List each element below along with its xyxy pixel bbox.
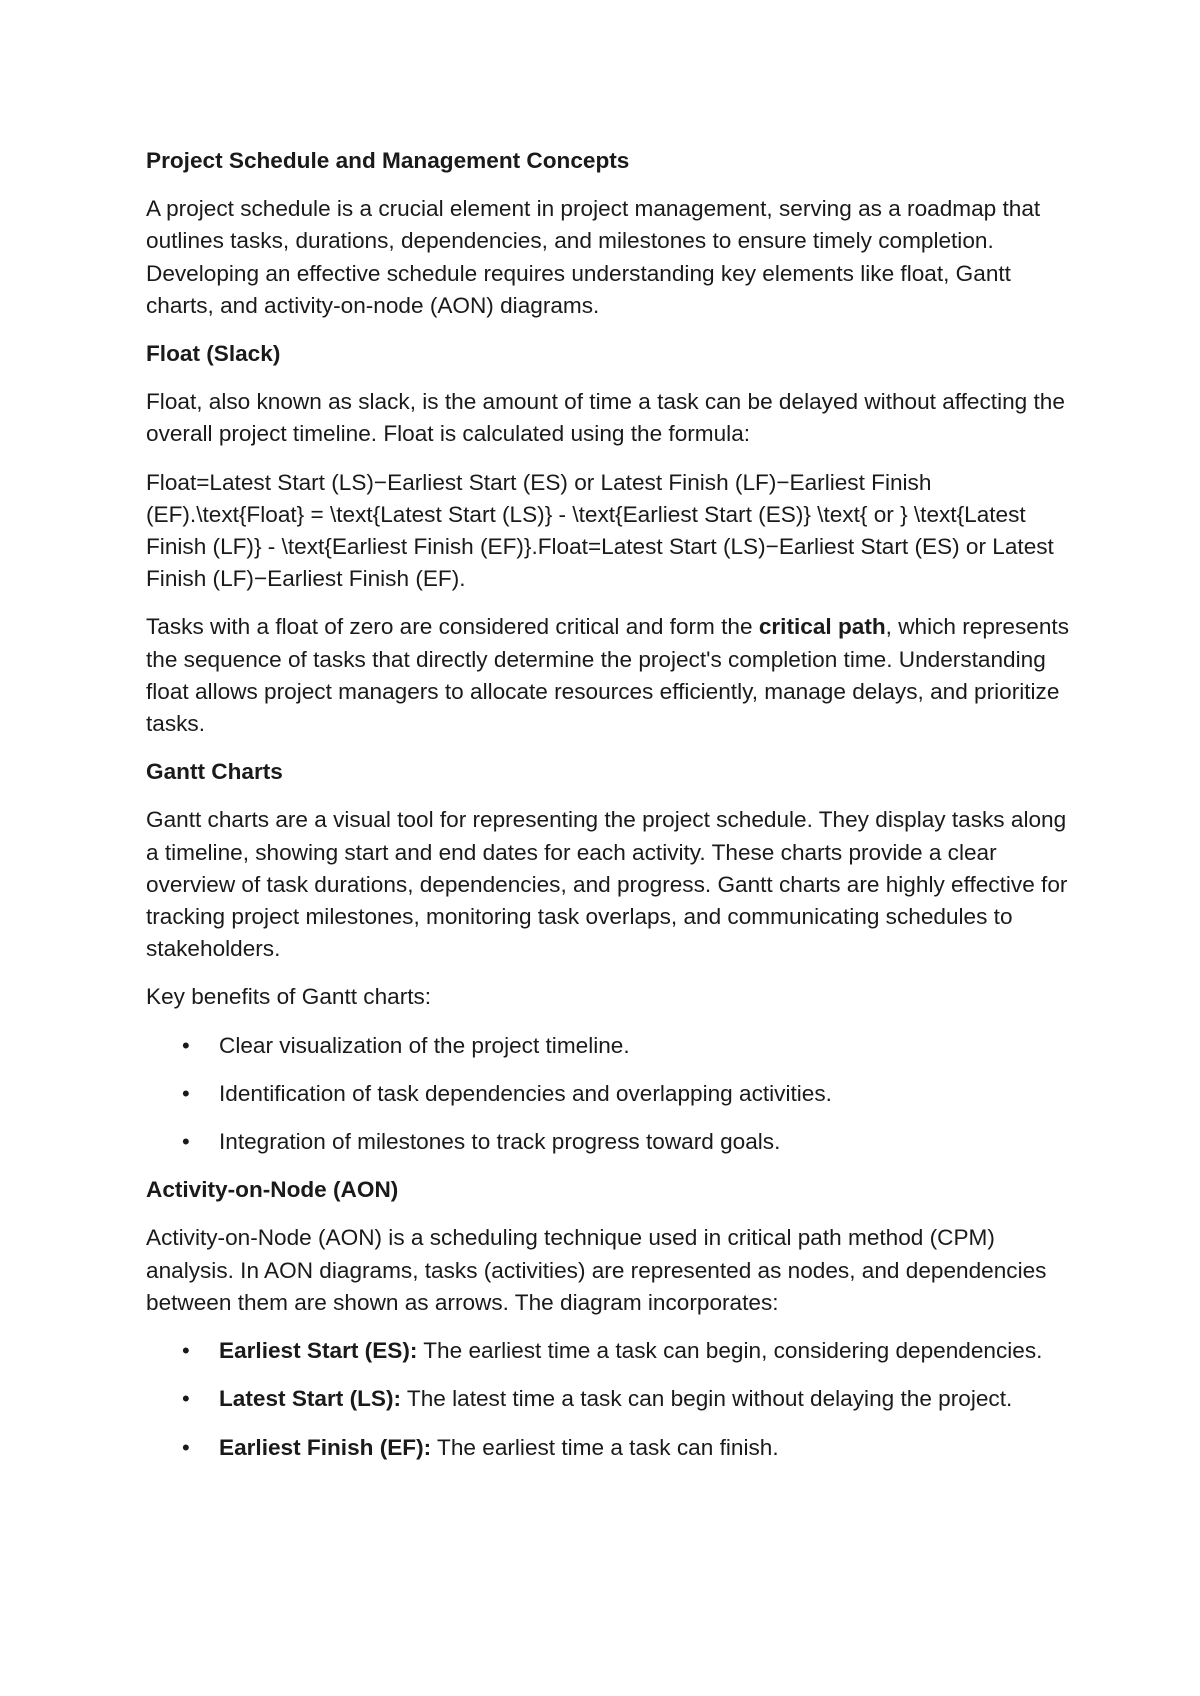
bullet-icon: •	[182, 1434, 190, 1460]
aon-items-list	[146, 1335, 1076, 1464]
list-item-term: Earliest Finish (EF):	[219, 1434, 432, 1460]
gantt-benefits-list	[146, 1030, 1076, 1159]
critical-path-term: critical path	[758, 614, 886, 640]
document-title: Project Schedule and Management Concepts	[146, 148, 630, 173]
critical-path-text-before: Tasks with a float of zero are considered critical and form the	[146, 614, 759, 640]
bullet-icon: •	[182, 1338, 190, 1364]
list-item-text: Identification of task dependencies and overlapping activities.	[219, 1080, 832, 1106]
document-page	[146, 145, 1076, 1480]
list-item-term: Latest Start (LS):	[219, 1386, 402, 1412]
critical-path-paragraph	[146, 611, 1076, 740]
list-item-text: The earliest time a task can finish.	[431, 1434, 779, 1460]
aon-paragraph: Activity-on-Node (AON) is a scheduling technique used in critical path method (CPM) analysis. In AON diagrams, tasks (activities) are represented as nodes, and dependencies between them are shown as arrows. The diagram incorporates:	[146, 1225, 1047, 1315]
list-item	[146, 1126, 1076, 1158]
bullet-icon: •	[182, 1080, 190, 1106]
list-item	[146, 1030, 1076, 1062]
list-item	[146, 1078, 1076, 1110]
bullet-icon: •	[182, 1129, 190, 1155]
bullet-icon: •	[182, 1032, 190, 1058]
list-item-text: The earliest time a task can begin, considering dependencies.	[417, 1338, 1043, 1364]
list-item	[146, 1432, 1076, 1464]
float-formula: Float=Latest Start (LS)−Earliest Start (ES) or Latest Finish (LF)−Earliest Finish (EF).\text{Float} = \text{Latest Start (LS)} - \text{Earliest Start (ES)} \text{ or } \text{Latest Finish (LF)} - \text{Earliest Finish (EF)}.Float=Latest Start (LS)−Earliest Start (ES) or Latest Finish (LF)−Earliest Finish (EF).	[146, 469, 1054, 592]
gantt-paragraph: Gantt charts are a visual tool for representing the project schedule. They display tasks along a timeline, showing start and end dates for each activity. These charts provide a clear overview of task durations, dependencies, and progress. Gantt charts are highly effective for tracking project milestones, monitoring task overlaps, and communicating schedules to stakeholders.	[146, 807, 1068, 962]
critical-path-text-after: , which represents the sequence of tasks that directly determine the project's completion time. Understanding float allows project managers to allocate resources efficiently, manage delays, and prioritize tasks.	[146, 614, 1069, 737]
list-item-text: Integration of milestones to track progress toward goals.	[219, 1129, 781, 1155]
list-item-text: The latest time a task can begin without delaying the project.	[401, 1386, 1013, 1412]
list-item-text: Clear visualization of the project timeline.	[219, 1032, 630, 1058]
aon-heading: Activity-on-Node (AON)	[146, 1177, 399, 1203]
float-paragraph: Float, also known as slack, is the amount of time a task can be delayed without affecting the overall project timeline. Float is calculated using the formula:	[146, 389, 1065, 447]
bullet-icon: •	[182, 1386, 190, 1412]
list-item-term: Earliest Start (ES):	[219, 1338, 418, 1364]
list-item	[146, 1383, 1076, 1415]
float-heading: Float (Slack)	[146, 341, 281, 367]
list-item	[146, 1335, 1076, 1367]
gantt-benefits-intro: Key benefits of Gantt charts:	[146, 984, 432, 1010]
intro-paragraph: A project schedule is a crucial element in project management, serving as a roadmap that outlines tasks, durations, dependencies, and milestones to ensure timely completion. Developing an effective schedule requires understanding key elements like float, Gantt charts, and activity-on-node (AON) diagrams.	[146, 196, 1041, 318]
gantt-heading: Gantt Charts	[146, 759, 283, 785]
